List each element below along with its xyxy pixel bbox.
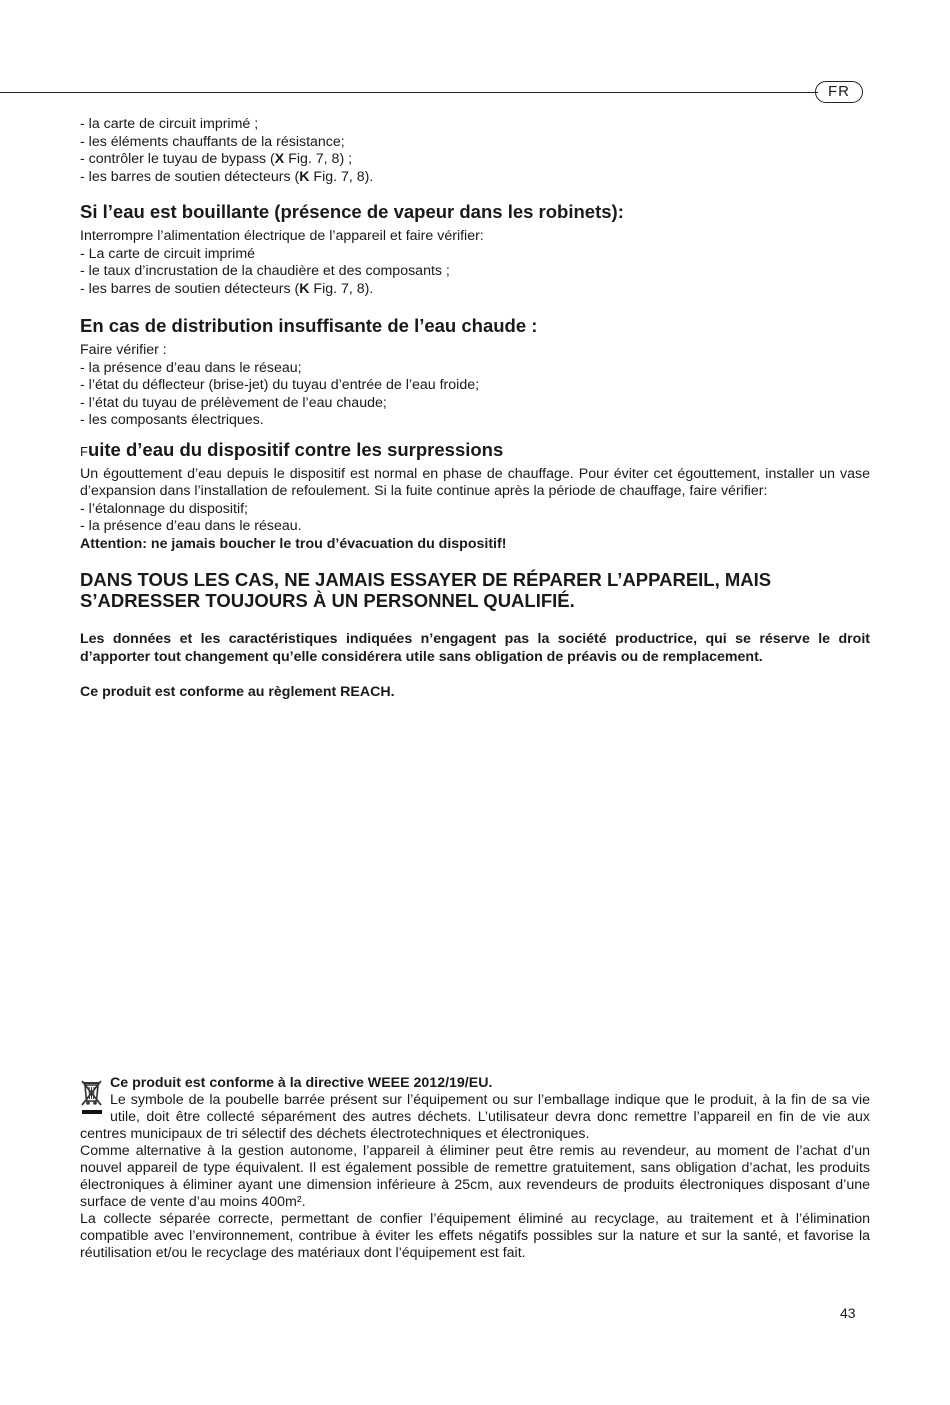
list-item: - les barres de soutien détecteurs (K Fig. 7, 8). bbox=[80, 168, 374, 185]
weee-paragraph: Comme alternative à la gestion autonome, l’appareil à éliminer peut être remis au revendeur, au moment de l’achat d’un nouvel appareil de type équivalent. Il est également possible de remettre gratuitement, sans obligation d’achat, les produits électroniques à éliminer ayant une dimension inférieure à 25cm, aux revendeurs de produits électroniques disposant d’une surface de vente d’au moins 400m². bbox=[80, 1143, 870, 1210]
section-body: Un égouttement d’eau depuis le dispositif est normal en phase de chauffage. Pour éviter cet égouttement, installer un vase d’expansion dans l’installation de refoulement. Si la fuite continue après la période de chauffage, faire vérifier: bbox=[80, 465, 870, 499]
language-badge: FR bbox=[815, 81, 863, 103]
header-rule bbox=[0, 92, 818, 93]
list-item: - les composants électriques. bbox=[80, 412, 264, 428]
section-heading-boiling-water: Si l’eau est bouillante (présence de vapeur dans les robinets): bbox=[80, 201, 624, 222]
attention-note: Attention: ne jamais boucher le trou d’évacuation du dispositif! bbox=[80, 535, 507, 552]
section-heading-insufficient-hot-water: En cas de distribution insuffisante de l’eau chaude : bbox=[80, 315, 538, 336]
list-item: - la présence d’eau dans le réseau; bbox=[80, 359, 302, 376]
main-content bbox=[80, 116, 870, 702]
list-item: - l’étalonnage du dispositif; bbox=[80, 500, 248, 517]
list-item: - la présence d’eau dans le réseau. bbox=[80, 518, 302, 534]
list-item: - les éléments chauffants de la résistance; bbox=[80, 133, 345, 150]
section-intro: Interrompre l’alimentation électrique de l’appareil et faire vérifier: bbox=[80, 228, 484, 244]
section-intro: Faire vérifier : bbox=[80, 342, 167, 358]
list-item: - les barres de soutien détecteurs (K Fig. 7, 8). bbox=[80, 280, 374, 297]
section-heading-pressure-relief-leak: Fuite d’eau du dispositif contre les surpressions bbox=[80, 438, 504, 460]
list-item: - contrôler le tuyau de bypass (X Fig. 7, 8) ; bbox=[80, 151, 353, 167]
weee-paragraph: La collecte séparée correcte, permettant de confier l’équipement éliminé au recyclage, au traitement et à l’élimination compatible avec l’environnement, contribue à éviter les effets négatifs possibles sur la nature et sur la santé, et favorise la réutilisation et/ou le recyclage des matériaux dont l’équipement est fait. bbox=[80, 1211, 870, 1261]
list-item: - la carte de circuit imprimé ; bbox=[80, 116, 259, 132]
list-item: - l’état du tuyau de prélèvement de l’eau chaude; bbox=[80, 394, 387, 411]
page-number: 43 bbox=[840, 1305, 856, 1321]
weee-title: Ce produit est conforme à la directive WEEE 2012/19/EU. bbox=[110, 1075, 493, 1091]
crossed-out-wheelie-bin-icon bbox=[80, 1077, 104, 1117]
weee-section bbox=[80, 1075, 870, 1262]
reach-compliance: Ce produit est conforme au règlement REACH. bbox=[80, 684, 395, 700]
list-item: - La carte de circuit imprimé bbox=[80, 245, 256, 262]
safety-warning: DANS TOUS LES CAS, NE JAMAIS ESSAYER DE RÉPARER L’APPAREIL, MAIS S’ADRESSER TOUJOURS À UN PERSONNEL QUALIFIÉ. bbox=[80, 569, 772, 611]
list-item: - l’état du déflecteur (brise-jet) du tuyau d’entrée de l’eau froide; bbox=[80, 377, 480, 393]
weee-paragraph: Le symbole de la poubelle barrée présent sur l’équipement ou sur l’emballage indique que le produit, à la fin de sa vie utile, doit être collecté séparément des autres déchets. L’utilisateur devra donc remettre l’appareil en fin de vie aux centres municipaux de tri sélectif des déchets électrotechniques et électroniques. bbox=[80, 1092, 870, 1142]
list-item: - le taux d’incrustation de la chaudière et des composants ; bbox=[80, 263, 450, 279]
manufacturer-disclaimer: Les données et les caractéristiques indiquées n’engagent pas la société productrice, qui se réserve le droit d’apporter tout changement qu’elle considérera utile sans obligation de préavis ou de remplacement. bbox=[80, 631, 870, 665]
